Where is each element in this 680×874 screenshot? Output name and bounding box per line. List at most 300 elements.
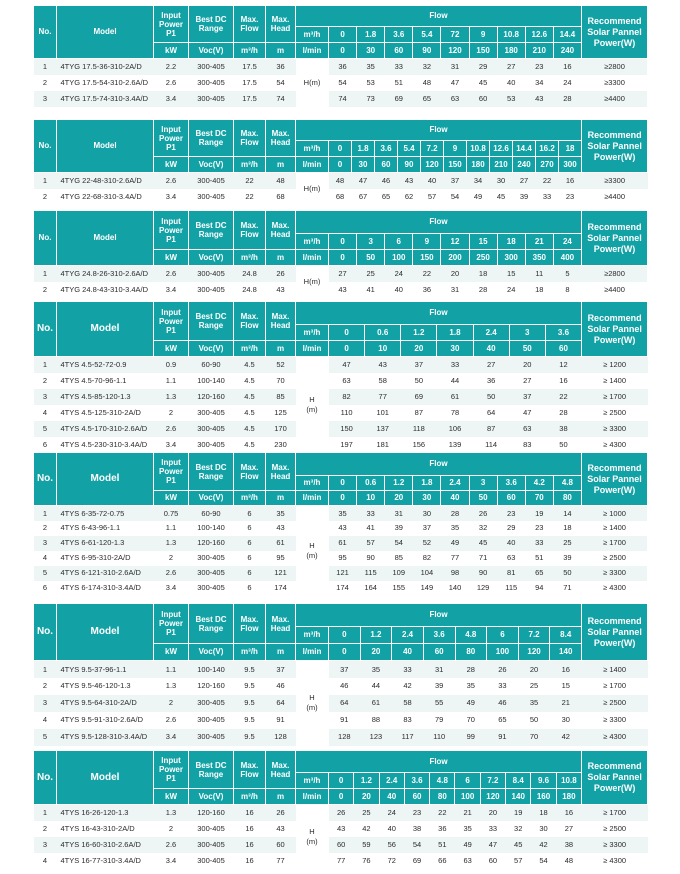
table-row [34, 821, 648, 837]
max-flow-value: 17.5 [234, 59, 266, 75]
unit-m: m [266, 341, 296, 357]
max-flow-value: 4.5 [234, 373, 266, 389]
head-value: 31 [385, 506, 413, 521]
head-value: 33 [536, 189, 559, 205]
flow-lmin-value: 300 [559, 157, 582, 173]
head-value: 33 [525, 536, 553, 551]
model-header: Model [57, 453, 154, 506]
head-value: 29 [497, 521, 525, 536]
head-value: 8 [553, 282, 581, 298]
flow-m3h-value: 4.8 [553, 476, 581, 491]
flow-lmin-value: 150 [469, 43, 497, 59]
table-row [34, 357, 648, 373]
model-name: 4TYS 4.5-70-96-1.1 [57, 373, 154, 389]
flow-lmin-value: 120 [441, 43, 469, 59]
flow-m3h-value: 0.6 [357, 476, 385, 491]
recommended-power-value: ≥ 4300 [581, 581, 647, 596]
head-value: 106 [437, 421, 473, 437]
head-value: 50 [401, 373, 437, 389]
head-unit-label: H (m) [296, 506, 329, 596]
head-value: 45 [469, 75, 497, 91]
head-value: 40 [379, 821, 404, 837]
flow-lmin-value: 30 [357, 43, 385, 59]
flow-m3h-value: 8.4 [550, 627, 582, 644]
max-head-header: Max. Head [266, 453, 296, 491]
head-value: 18 [531, 805, 556, 821]
recommended-power-value: ≥ 1700 [581, 536, 647, 551]
head-value: 42 [550, 729, 582, 746]
head-value: 61 [329, 536, 357, 551]
recommended-power-value: ≥ 1000 [581, 506, 647, 521]
row-number: 2 [34, 678, 57, 695]
dc-range-value: 60-90 [189, 357, 234, 373]
best-dc-range-header: Best DC Range [189, 120, 234, 157]
flow-lmin-value: 0 [329, 491, 357, 506]
head-unit-label: H (m) [296, 661, 329, 746]
max-head-value: 46 [266, 678, 296, 695]
head-value: 44 [360, 678, 392, 695]
best-dc-range-header: Best DC Range [189, 6, 234, 43]
input-power-value: 0.9 [154, 357, 189, 373]
flow-m3h-value: 0 [329, 476, 357, 491]
head-value: 18 [553, 521, 581, 536]
head-value: 128 [329, 729, 361, 746]
dc-range-value: 300-405 [189, 712, 234, 729]
row-number: 2 [34, 821, 57, 837]
head-value: 56 [379, 837, 404, 853]
recommended-power-value: ≥ 1400 [581, 521, 647, 536]
head-value: 32 [413, 59, 441, 75]
model-name: 4TYS 16-26-120-1.3 [57, 805, 154, 821]
flow-unit-lmin: l/min [296, 644, 329, 661]
head-value: 23 [559, 189, 582, 205]
spec-table-7 [33, 750, 648, 869]
flow-lmin-value: 160 [531, 789, 556, 805]
flow-lmin-value: 80 [553, 491, 581, 506]
input-power-value: 2.2 [154, 59, 189, 75]
input-power-value: 2.6 [154, 566, 189, 581]
head-value: 44 [437, 373, 473, 389]
max-flow-value: 9.5 [234, 712, 266, 729]
input-power-value: 1.3 [154, 805, 189, 821]
unit-m3h: m³/h [234, 157, 266, 173]
head-value: 20 [480, 805, 505, 821]
flow-m3h-value: 10.8 [556, 773, 581, 789]
head-value: 90 [357, 551, 385, 566]
head-value: 33 [480, 821, 505, 837]
head-value: 39 [553, 551, 581, 566]
head-value: 27 [329, 266, 357, 282]
flow-m3h-value: 1.2 [354, 773, 379, 789]
dc-range-value: 300-405 [189, 551, 234, 566]
head-value: 5 [553, 266, 581, 282]
head-unit-label: H(m) [296, 266, 329, 298]
table-row [34, 266, 648, 282]
head-value: 40 [497, 536, 525, 551]
row-number: 3 [34, 389, 57, 405]
head-value: 16 [559, 173, 582, 189]
recommended-power-value: ≥ 1200 [582, 357, 648, 373]
head-value: 38 [545, 421, 581, 437]
table-row [34, 695, 648, 712]
input-power-value: 2.6 [154, 712, 189, 729]
max-head-value: 174 [266, 581, 296, 596]
head-value: 46 [375, 173, 398, 189]
flow-m3h-value: 3.6 [404, 773, 429, 789]
head-value: 35 [455, 678, 487, 695]
table-row [34, 678, 648, 695]
head-value: 48 [413, 75, 441, 91]
head-value: 16 [550, 661, 582, 678]
unit-voc: Voc(V) [189, 43, 234, 59]
max-flow-value: 4.5 [234, 405, 266, 421]
recommended-power-value: ≥ 3300 [582, 712, 648, 729]
row-number: 2 [34, 373, 57, 389]
model-header: Model [57, 120, 154, 173]
head-value: 110 [423, 729, 455, 746]
flow-m3h-value: 21 [525, 234, 553, 250]
flow-m3h-value: 14.4 [513, 141, 536, 157]
flow-lmin-value: 40 [392, 644, 424, 661]
head-value: 31 [441, 59, 469, 75]
row-number: 4 [34, 551, 57, 566]
recommended-power-value: ≥ 1700 [582, 678, 648, 695]
max-head-value: 43 [266, 282, 296, 298]
flow-unit-m3h: m³/h [296, 627, 329, 644]
flow-lmin-value: 400 [553, 250, 581, 266]
max-flow-value: 17.5 [234, 91, 266, 107]
flow-m3h-value: 0.6 [365, 325, 401, 341]
header-row [34, 211, 648, 234]
max-head-value: 91 [266, 712, 296, 729]
max-flow-value: 9.5 [234, 729, 266, 746]
max-flow-value: 6 [234, 506, 266, 521]
dc-range-value: 120-160 [189, 678, 234, 695]
dc-range-value: 300-405 [189, 837, 234, 853]
unit-voc: Voc(V) [189, 250, 234, 266]
head-value: 77 [441, 551, 469, 566]
head-value: 23 [497, 506, 525, 521]
max-head-header: Max. Head [266, 302, 296, 341]
head-value: 156 [401, 437, 437, 453]
recommend-solar-power-header: Recommend Solar Pannel Power(W) [581, 453, 647, 506]
flow-m3h-value: 7.2 [518, 627, 550, 644]
max-head-value: 43 [266, 521, 296, 536]
flow-lmin-value: 100 [487, 644, 519, 661]
no-header: No. [34, 6, 57, 59]
input-power-header: Input Power P1 [154, 211, 189, 250]
best-dc-range-header: Best DC Range [189, 302, 234, 341]
row-number: 5 [34, 421, 57, 437]
head-value: 77 [329, 853, 354, 869]
head-value: 33 [385, 59, 413, 75]
table-row [34, 805, 648, 821]
best-dc-range-header: Best DC Range [189, 604, 234, 644]
row-number: 1 [34, 357, 57, 373]
dc-range-value: 300-405 [189, 729, 234, 746]
head-value: 38 [556, 837, 581, 853]
flow-lmin-value: 0 [329, 43, 357, 59]
flow-header: Flow [296, 453, 582, 476]
max-head-value: 36 [266, 59, 296, 75]
flow-lmin-value: 20 [385, 491, 413, 506]
recommended-power-value: ≥2800 [581, 59, 647, 75]
head-value: 72 [379, 853, 404, 869]
head-value: 33 [357, 506, 385, 521]
dc-range-value: 300-405 [189, 821, 234, 837]
header-row [34, 6, 648, 27]
flow-m3h-value: 3.6 [385, 27, 413, 43]
max-head-value: 74 [266, 91, 296, 107]
head-value: 123 [360, 729, 392, 746]
head-value: 63 [455, 853, 480, 869]
head-value: 19 [506, 805, 531, 821]
head-value: 63 [497, 551, 525, 566]
recommended-power-value: ≥ 2500 [582, 695, 648, 712]
head-value: 41 [357, 282, 385, 298]
flow-lmin-value: 0 [329, 250, 357, 266]
recommended-power-value: ≥3300 [582, 173, 648, 189]
dc-range-value: 300-405 [189, 695, 234, 712]
dc-range-value: 120-160 [189, 389, 234, 405]
dc-range-value: 300-405 [189, 405, 234, 421]
head-value: 71 [553, 581, 581, 596]
head-value: 21 [550, 695, 582, 712]
flow-m3h-value: 12 [441, 234, 469, 250]
head-value: 37 [413, 521, 441, 536]
max-flow-value: 4.5 [234, 357, 266, 373]
max-head-value: 128 [266, 729, 296, 746]
head-value: 90 [469, 566, 497, 581]
head-value: 43 [329, 821, 354, 837]
flow-lmin-value: 150 [444, 157, 467, 173]
recommended-power-value: ≥ 2500 [582, 821, 648, 837]
model-name: 4TYS 9.5-91-310-2.6A/D [57, 712, 154, 729]
head-value: 49 [455, 837, 480, 853]
no-header: No. [34, 604, 57, 661]
head-value: 30 [531, 821, 556, 837]
head-value: 45 [469, 536, 497, 551]
head-value: 118 [401, 421, 437, 437]
head-value: 34 [525, 75, 553, 91]
max-flow-value: 16 [234, 853, 266, 869]
row-number: 3 [34, 837, 57, 853]
head-value: 26 [329, 805, 354, 821]
head-value: 25 [553, 536, 581, 551]
max-head-value: 37 [266, 661, 296, 678]
head-value: 35 [360, 661, 392, 678]
input-power-value: 1.3 [154, 389, 189, 405]
head-value: 40 [497, 75, 525, 91]
unit-voc: Voc(V) [189, 341, 234, 357]
row-number: 1 [34, 506, 57, 521]
head-value: 69 [385, 91, 413, 107]
model-header: Model [57, 604, 154, 661]
unit-voc: Voc(V) [189, 644, 234, 661]
head-value: 87 [473, 421, 509, 437]
head-value: 23 [525, 521, 553, 536]
head-value: 34 [467, 173, 490, 189]
table-row [34, 712, 648, 729]
head-value: 66 [430, 853, 455, 869]
row-number: 2 [34, 521, 57, 536]
flow-lmin-value: 60 [545, 341, 581, 357]
recommended-power-value: ≥ 2500 [581, 551, 647, 566]
head-value: 36 [430, 821, 455, 837]
head-value: 33 [392, 661, 424, 678]
head-value: 60 [469, 91, 497, 107]
flow-m3h-value: 0 [329, 773, 354, 789]
head-value: 140 [441, 581, 469, 596]
flow-unit-m3h: m³/h [296, 476, 329, 491]
max-flow-value: 22 [234, 189, 266, 205]
flow-lmin-value: 80 [455, 644, 487, 661]
head-value: 22 [413, 266, 441, 282]
input-power-value: 2.6 [154, 837, 189, 853]
head-value: 22 [545, 389, 581, 405]
max-flow-value: 16 [234, 837, 266, 853]
model-name: 4TYS 4.5-125-310-2A/D [57, 405, 154, 421]
table-row [34, 282, 648, 298]
head-value: 30 [550, 712, 582, 729]
max-flow-value: 22 [234, 173, 266, 189]
flow-lmin-value: 60 [404, 789, 429, 805]
spec-table-5 [33, 452, 648, 596]
unit-kw: kW [154, 43, 189, 59]
flow-m3h-value: 9 [469, 27, 497, 43]
unit-m: m [266, 789, 296, 805]
max-flow-header: Max. Flow [234, 211, 266, 250]
head-value: 31 [441, 282, 469, 298]
max-head-value: 125 [266, 405, 296, 421]
flow-m3h-value: 3 [357, 234, 385, 250]
flow-lmin-value: 300 [497, 250, 525, 266]
input-power-value: 3.4 [154, 853, 189, 869]
head-value: 18 [469, 266, 497, 282]
model-name: 4TYS 9.5-64-310-2A/D [57, 695, 154, 712]
head-value: 29 [469, 59, 497, 75]
recommend-solar-power-header: Recommend Solar Pannel Power(W) [582, 751, 648, 805]
row-number: 2 [34, 189, 57, 205]
model-name: 4TYS 4.5-52-72-0.9 [57, 357, 154, 373]
dc-range-value: 300-405 [189, 437, 234, 453]
input-power-header: Input Power P1 [154, 604, 189, 644]
max-flow-value: 16 [234, 805, 266, 821]
dc-range-value: 60-90 [189, 506, 234, 521]
max-flow-value: 6 [234, 566, 266, 581]
input-power-value: 2 [154, 695, 189, 712]
head-value: 47 [509, 405, 545, 421]
flow-m3h-value: 1.2 [401, 325, 437, 341]
dc-range-value: 300-405 [189, 566, 234, 581]
row-number: 5 [34, 729, 57, 746]
dc-range-value: 120-160 [189, 536, 234, 551]
flow-lmin-value: 120 [518, 644, 550, 661]
head-value: 85 [385, 551, 413, 566]
unit-m3h: m³/h [234, 250, 266, 266]
flow-lmin-value: 20 [401, 341, 437, 357]
table-row [34, 421, 648, 437]
model-header: Model [57, 302, 154, 357]
head-value: 47 [352, 173, 375, 189]
row-number: 4 [34, 405, 57, 421]
row-number: 3 [34, 695, 57, 712]
max-flow-header: Max. Flow [234, 604, 266, 644]
best-dc-range-header: Best DC Range [189, 453, 234, 491]
input-power-value: 1.1 [154, 661, 189, 678]
head-value: 155 [385, 581, 413, 596]
table-row [34, 75, 648, 91]
head-value: 35 [441, 521, 469, 536]
max-flow-value: 9.5 [234, 695, 266, 712]
input-power-value: 2 [154, 405, 189, 421]
table-row [34, 521, 648, 536]
head-value: 63 [329, 373, 365, 389]
max-flow-value: 6 [234, 581, 266, 596]
head-value: 35 [357, 59, 385, 75]
head-value: 121 [329, 566, 357, 581]
head-value: 150 [329, 421, 365, 437]
head-value: 104 [413, 566, 441, 581]
max-head-value: 43 [266, 821, 296, 837]
flow-m3h-value: 1.8 [413, 476, 441, 491]
head-value: 38 [404, 821, 429, 837]
unit-kw: kW [154, 341, 189, 357]
unit-m3h: m³/h [234, 491, 266, 506]
max-head-value: 26 [266, 805, 296, 821]
flow-lmin-value: 40 [473, 341, 509, 357]
max-head-value: 121 [266, 566, 296, 581]
head-value: 83 [392, 712, 424, 729]
header-row [34, 120, 648, 141]
row-number: 1 [34, 266, 57, 282]
max-head-value: 35 [266, 506, 296, 521]
head-value: 98 [441, 566, 469, 581]
head-value: 54 [329, 75, 357, 91]
head-value: 40 [421, 173, 444, 189]
head-value: 69 [404, 853, 429, 869]
head-value: 64 [473, 405, 509, 421]
recommended-power-value: ≥ 3300 [582, 837, 648, 853]
flow-lmin-value: 60 [375, 157, 398, 173]
table-row [34, 536, 648, 551]
head-value: 50 [518, 712, 550, 729]
flow-m3h-value: 24 [553, 234, 581, 250]
head-value: 59 [354, 837, 379, 853]
flow-lmin-value: 40 [379, 789, 404, 805]
table-row [34, 389, 648, 405]
flow-lmin-value: 60 [423, 644, 455, 661]
recommended-power-value: ≥4400 [582, 189, 648, 205]
dc-range-value: 300-405 [189, 581, 234, 596]
recommend-solar-power-header: Recommend Solar Pannel Power(W) [582, 604, 648, 661]
head-value: 83 [509, 437, 545, 453]
head-value: 36 [473, 373, 509, 389]
model-name: 4TYS 6-61-120-1.3 [57, 536, 154, 551]
head-value: 28 [441, 506, 469, 521]
head-value: 14 [553, 506, 581, 521]
input-power-value: 2.6 [154, 421, 189, 437]
input-power-value: 3.4 [154, 437, 189, 453]
head-value: 51 [385, 75, 413, 91]
head-value: 30 [490, 173, 513, 189]
max-flow-value: 4.5 [234, 421, 266, 437]
recommend-solar-power-header: Recommend Solar Pannel Power(W) [582, 120, 648, 173]
input-power-value: 3.4 [154, 581, 189, 596]
table-row [34, 551, 648, 566]
model-name: 4TYG 17.5-36-310-2A/D [57, 59, 154, 75]
head-value: 27 [509, 373, 545, 389]
